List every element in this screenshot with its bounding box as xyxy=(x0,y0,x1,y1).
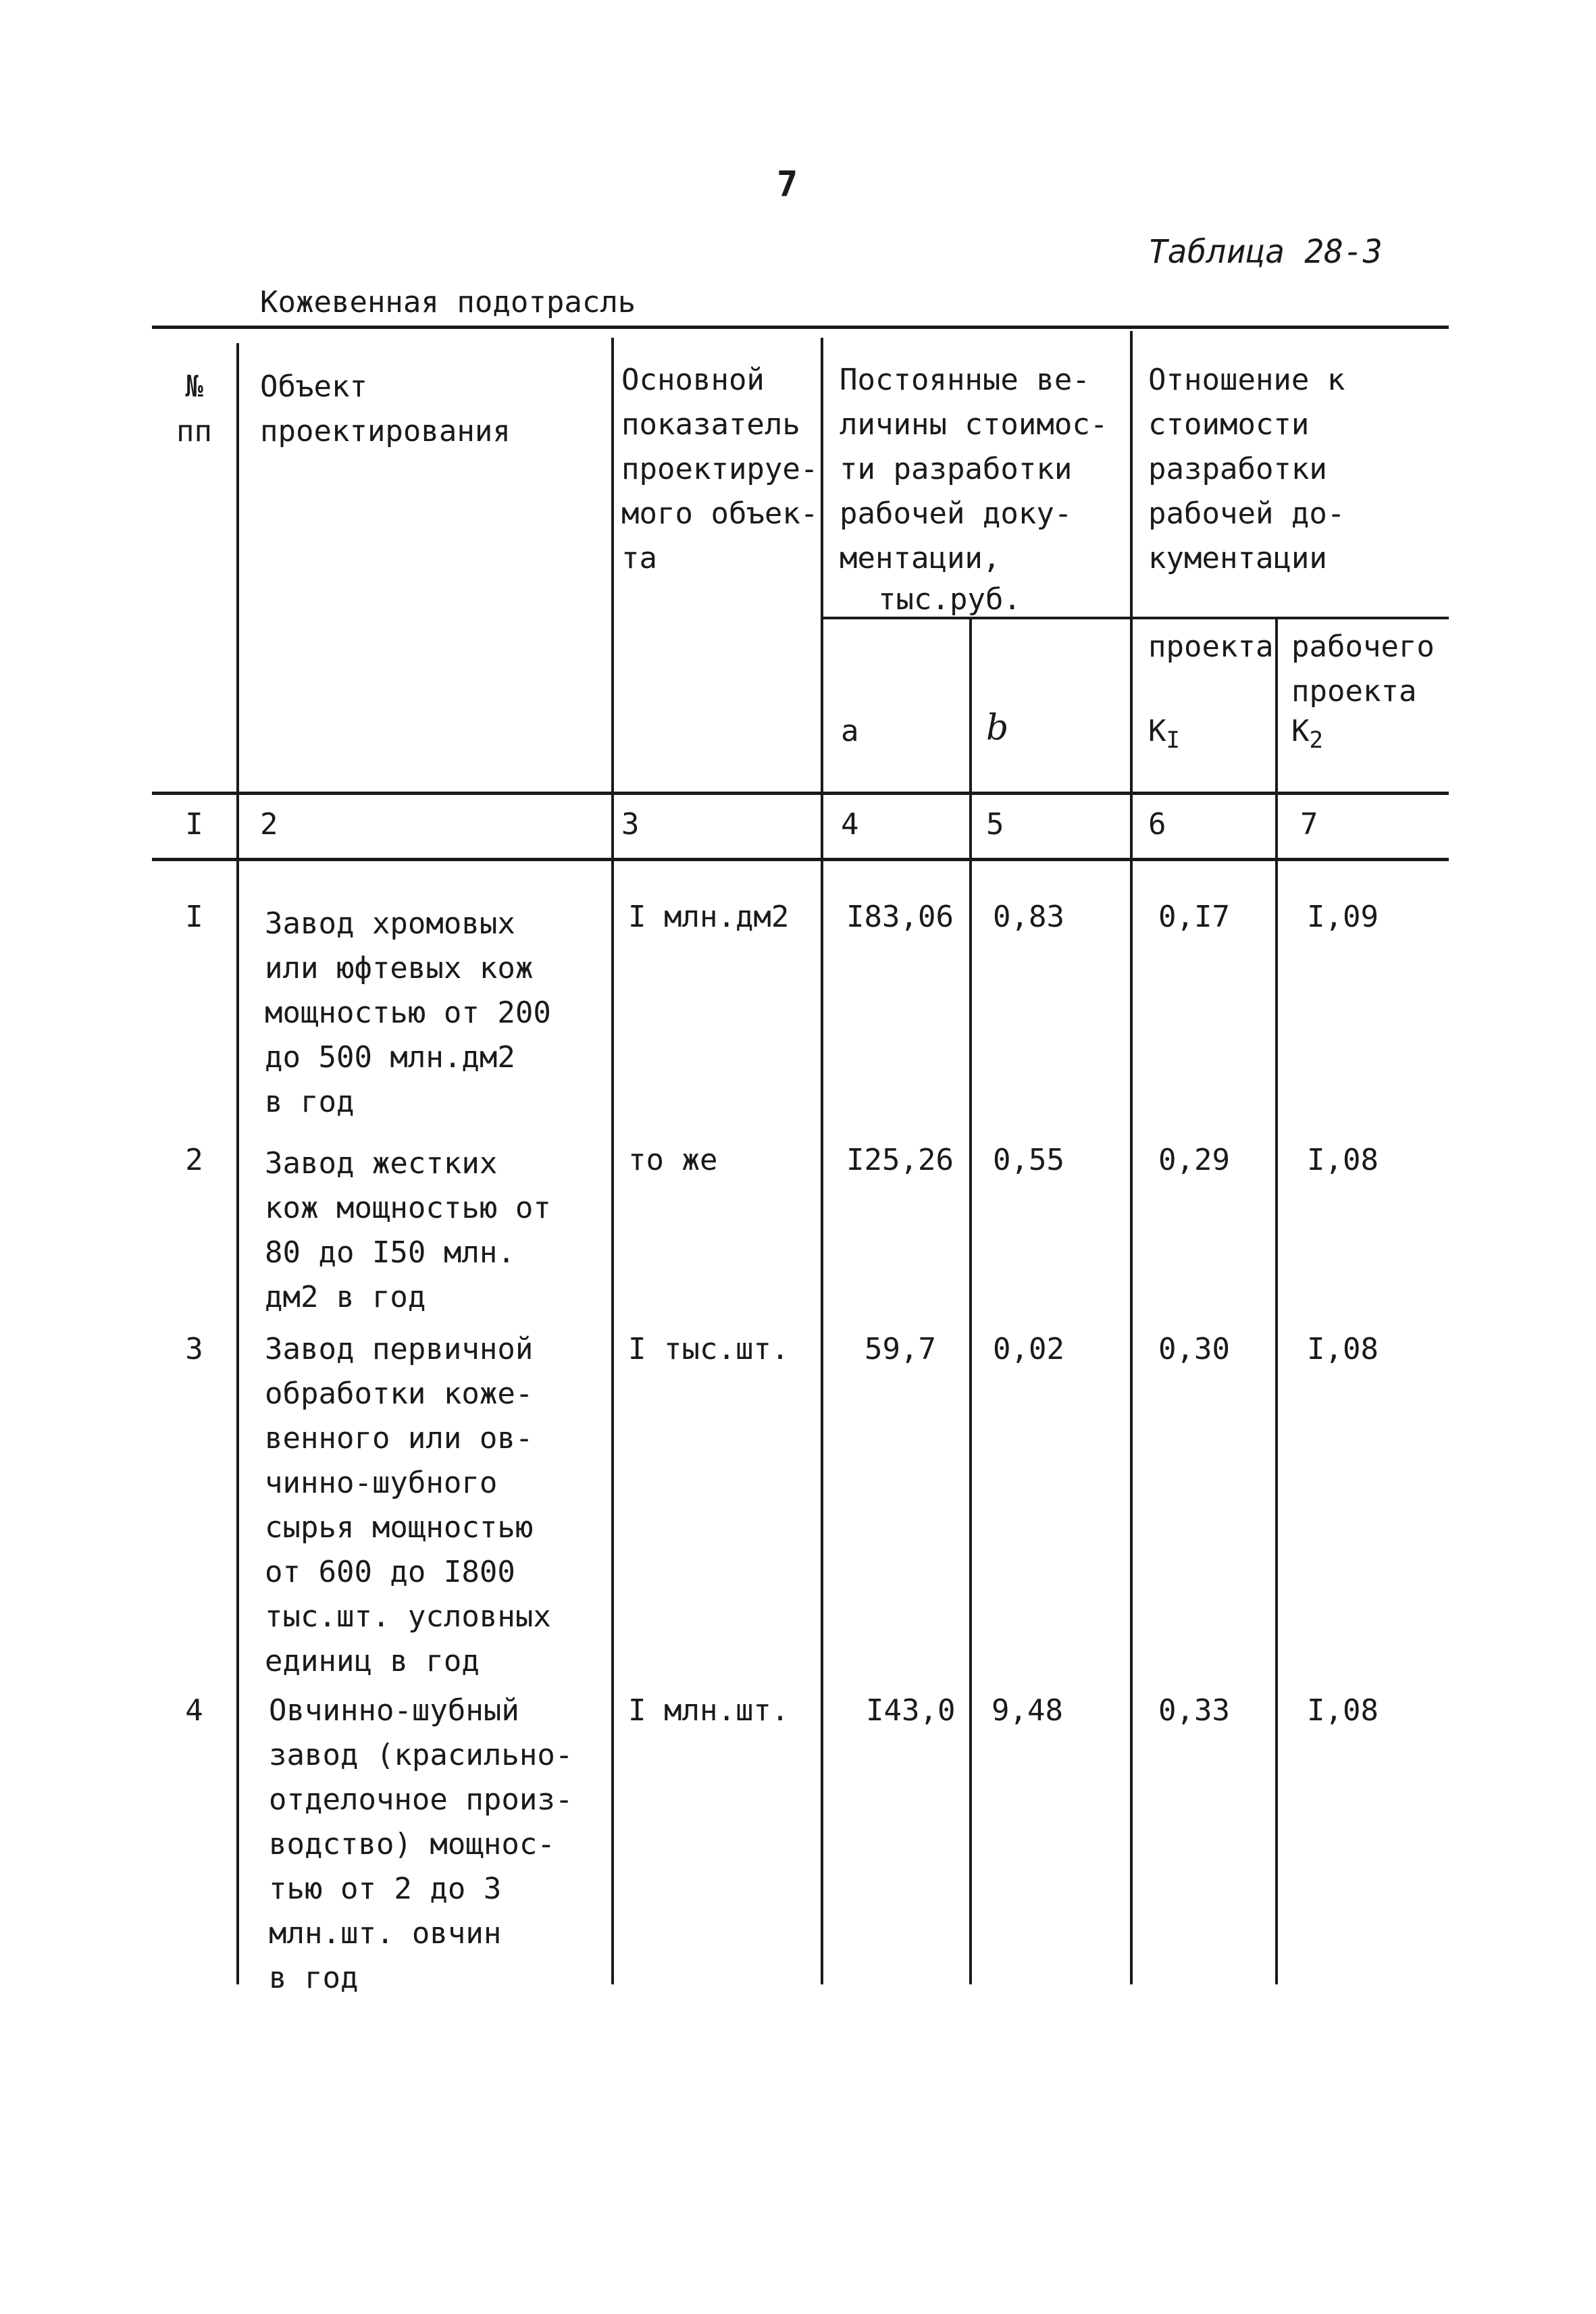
row-b: 0,02 xyxy=(993,1332,1064,1366)
row-num: 3 xyxy=(185,1332,203,1366)
page-number: 7 xyxy=(777,164,798,205)
row-b: 0,55 xyxy=(993,1143,1064,1177)
col-divider-5 xyxy=(1130,331,1133,1984)
row-k1: 0,I7 xyxy=(1158,900,1230,934)
row-k2: I,08 xyxy=(1307,1332,1379,1366)
row-k2: I,08 xyxy=(1307,1693,1379,1728)
column-number: 3 xyxy=(621,807,640,842)
row-num: 2 xyxy=(185,1143,203,1177)
header-indicator: Основной показатель проектируе- мого объек- та xyxy=(621,363,819,575)
col-divider-4 xyxy=(969,618,972,1984)
header-b: b xyxy=(986,708,1009,748)
header-constant-costs-unit: тыс.руб. xyxy=(878,582,1021,617)
header-bottom-rule xyxy=(152,792,1449,795)
numbers-bottom-rule xyxy=(152,858,1449,861)
column-number: 2 xyxy=(260,807,278,842)
header-ratio: Отношение к стоимости разработки рабочей до- кументации xyxy=(1148,363,1345,575)
header-k2: $K_2$ xyxy=(1291,714,1323,754)
table-label: Таблица 28-3 xyxy=(1148,233,1383,271)
row-indicator: то же xyxy=(628,1143,718,1177)
column-number: I xyxy=(185,807,203,842)
column-number: 7 xyxy=(1300,807,1318,842)
row-b: 0,83 xyxy=(993,900,1064,934)
row-object: Завод жестких кож мощностью от 80 до I50 млн. дм2 в год xyxy=(265,1146,551,1314)
table-top-rule xyxy=(152,326,1449,329)
row-object: Завод хромовых или юфтевых кож мощностью от 200 до 500 млн.дм2 в год xyxy=(265,906,551,1119)
header-k2-label: рабочего проекта xyxy=(1291,629,1435,709)
row-k2: I,09 xyxy=(1307,900,1379,934)
row-num: 4 xyxy=(185,1693,203,1728)
row-k1: 0,33 xyxy=(1158,1693,1230,1728)
row-a: 59,7 xyxy=(865,1332,936,1366)
row-object: Овчинно-шубный завод (красильно- отделочное произ- водство) мощнос- тью от 2 до 3 млн.шт. овчин в год xyxy=(269,1693,573,1995)
row-object: Завод первичной обработки коже- венного или ов- чинно-шубного сырья мощностью от 600 до I800 тыс.шт. условных единиц в год xyxy=(265,1332,551,1678)
header-k1: $K_I$ xyxy=(1148,714,1180,754)
row-indicator: I тыс.шт. xyxy=(628,1332,790,1366)
header-object: Объект проектирования xyxy=(260,369,511,448)
col-divider-2 xyxy=(611,338,614,1984)
column-number: 6 xyxy=(1148,807,1166,842)
row-indicator: I млн.дм2 xyxy=(628,900,790,934)
header-constant-costs: Постоянные ве- личины стоимос- ти разработки рабочей доку- ментации, xyxy=(840,363,1108,575)
column-number: 5 xyxy=(986,807,1004,842)
row-k1: 0,29 xyxy=(1158,1143,1230,1177)
row-num: I xyxy=(185,900,203,934)
col-divider-3 xyxy=(821,338,823,1984)
header-a: a xyxy=(841,714,859,748)
header-num: № пп xyxy=(176,369,212,448)
row-k1: 0,30 xyxy=(1158,1332,1230,1366)
header-k1-label: проекта xyxy=(1148,629,1274,664)
row-a: I25,26 xyxy=(846,1143,954,1177)
subsection-title: Кожевенная подотрасль xyxy=(260,285,636,319)
row-b: 9,48 xyxy=(992,1693,1063,1728)
row-a: I43,0 xyxy=(866,1693,956,1728)
col-divider-6 xyxy=(1275,618,1278,1984)
row-a: I83,06 xyxy=(846,900,954,934)
col-divider-1 xyxy=(236,343,239,1984)
row-k2: I,08 xyxy=(1307,1143,1379,1177)
row-indicator: I млн.шт. xyxy=(628,1693,790,1728)
column-number: 4 xyxy=(841,807,859,842)
